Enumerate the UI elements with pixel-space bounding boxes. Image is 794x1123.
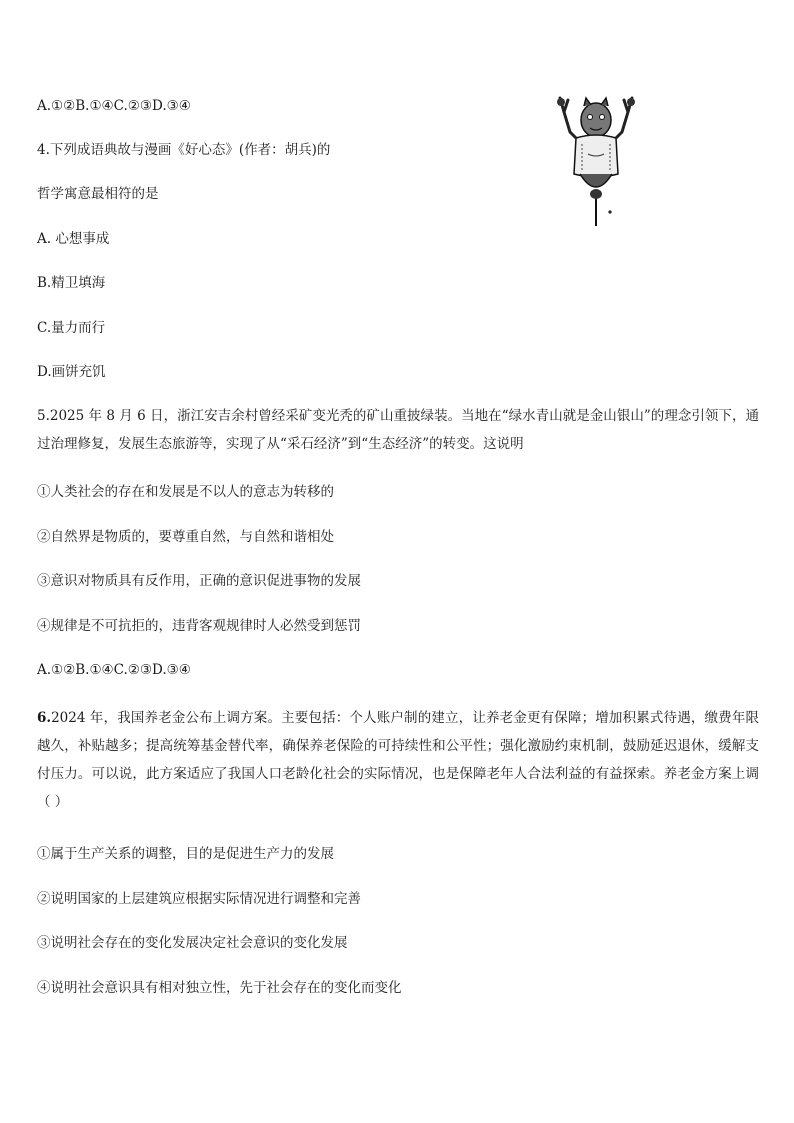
q6-stem: 2024 年，我国养老金公布上调方案。主要包括：个人账户制的建立，让养老金更有保障；增加积累式待遇，缴费年限越久，补贴越多；提高统筹基金替代率，确保养老保险的可持续性和公平性；强化激励约束机制，鼓励延迟退休，缓解支付压力。可以说，此方案适应了我国人口老龄化社会的实际情况，也是保障老年人合法利益的有益探索。养老金方案上调（ ）	[37, 710, 759, 810]
q4-stem-line1: 4.下列成语典故与漫画《好心态》(作者：胡兵)的	[37, 142, 331, 158]
q6-statement-1: ①属于生产关系的调整，目的是促进生产力的发展	[37, 846, 334, 862]
q5-statement-2: ②自然界是物质的，要尊重自然，与自然和谐相处	[37, 529, 334, 545]
q3-options: A.①②B.①④C.②③D.③④	[37, 98, 191, 114]
q6-number: 6.	[37, 710, 52, 726]
q5-statement-3: ③意识对物质具有反作用，正确的意识促进事物的发展	[37, 573, 361, 589]
q4-option-b: B.精卫填海	[37, 275, 106, 291]
q4-option-a: A. 心想事成	[37, 231, 110, 247]
q5-options: A.①②B.①④C.②③D.③④	[37, 662, 191, 678]
q4-option-d: D.画饼充饥	[37, 364, 106, 380]
q6-question	[37, 704, 759, 816]
q4-option-c: C.量力而行	[37, 320, 106, 336]
cartoon-figure-icon	[552, 92, 642, 232]
q5-statement-4: ④规律是不可抗拒的，违背客观规律时人必然受到惩罚	[37, 618, 361, 634]
q6-statement-2: ②说明国家的上层建筑应根据实际情况进行调整和完善	[37, 891, 361, 907]
q6-statement-3: ③说明社会存在的变化发展决定社会意识的变化发展	[37, 935, 348, 951]
q4-stem-line2: 哲学寓意最相符的是	[37, 186, 159, 202]
q6-statement-4: ④说明社会意识具有相对独立性，先于社会存在的变化而变化	[37, 980, 402, 996]
q5-stem: 5.2025 年 8 月 6 日，浙江安吉余村曾经采矿变光秃的矿山重披绿装。当地在“绿水青山就是金山银山”的理念引领下，通过治理修复，发展生态旅游等，实现了从“采石经济”到“生态经济”的转变。这说明	[37, 408, 759, 452]
q5-statement-1: ①人类社会的存在和发展是不以人的意志为转移的	[37, 484, 334, 500]
